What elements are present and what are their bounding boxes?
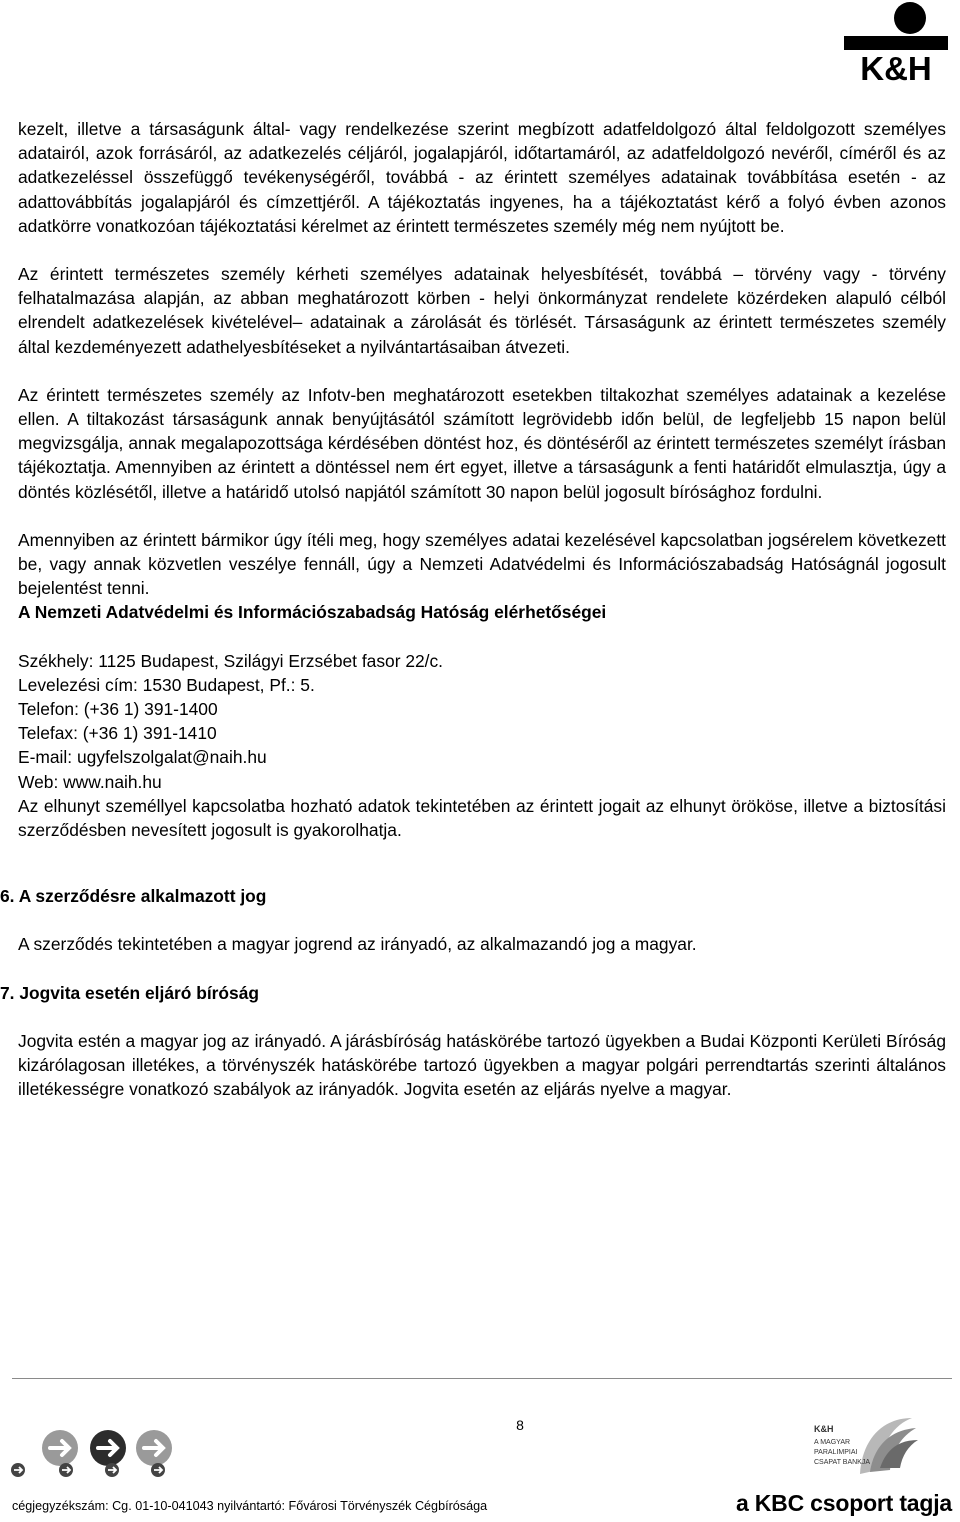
contact-email: E-mail: ugyfelszolgalat@naih.hu — [18, 747, 267, 768]
paragraph-rectification: Az érintett természetes személy kérheti személyes adatainak helyesbítését, továbbá – törvény vagy - törvény felhatalmazása alapján, az abban meghatározott körben - helyi önkormányzat rendelete közérdeken alapuló célból elrendelt adatkezelések kivételével– adatainak a zárolását és törlését. Társaságunk az érintett természetes személy által kezdeményezett adathelyesbítéseket a nyilvántartásaiban átvezeti. — [18, 264, 946, 357]
svg-text:A MAGYAR: A MAGYAR — [814, 1439, 851, 1446]
document-body — [0, 117, 946, 1102]
arrow-circles-icon — [8, 1428, 188, 1480]
contact-address: Székhely: 1125 Budapest, Szilágyi Erzsébet fasor 22/c. — [18, 650, 444, 671]
paragraph-info-rights: kezelt, illetve a társaságunk által- vagy rendelkezése szerint megbízott adatfeldolgozó által feldolgozott személyes adatairól, azok forrásáról, az adatkezelés céljáról, jogalapjáról, időtartamáról, az adatfeldolgozó nevéről, címéről és az adatkezeléssel összefüggő tevékenységéről, továbbá - az érintett személyes adatainak továbbítása esetén - az adattovábbítás jogalapjáról és címzettjéről. A tájékoztatás ingyenes, ha a tájékoztatást kérő a folyó évben azonos adatkörre vonatkozóan tájékoztatási kérelmet az érintett természetes személy még nem nyújtott be. — [18, 119, 946, 236]
contact-phone: Telefon: (+36 1) 391-1400 — [18, 699, 218, 720]
section-7-title: 7. Jogvita esetén eljáró bíróság — [0, 982, 260, 1003]
svg-text:CSAPAT BANKJA: CSAPAT BANKJA — [814, 1459, 871, 1466]
paralympic-logo — [812, 1410, 920, 1486]
svg-text:PARALIMPIAI: PARALIMPIAI — [814, 1449, 858, 1456]
paragraph-complaint: Amennyiben az érintett bármikor úgy ítéli meg, hogy személyes adatai kezelésével kapcsolatban jogsérelem következett be, vagy annak közvetlen veszélye fennáll, úgy a Nemzeti Adatvédelmi és Információszabadság Hatóságnál jogosult bejelentést tenni. — [18, 529, 946, 599]
company-registry: cégjegyzékszám: Cg. 01-10-041043 nyilvántartó: Fővárosi Törvényszék Cégbírósága — [12, 1499, 488, 1513]
section-7-text: Jogvita estén a magyar jog az irányadó. A járásbíróság hatáskörébe tartozó ügyekben a Budai Központi Kerületi Bíróság kizárólagosan illetékes, a törvényszék hatáskörébe tartozó ügyekben a magyar polgári perrendtartás szerinti általános illetékességre vonatkozó szabályok az irányadók. Jogvita esetén az eljárás nyelve a magyar. — [18, 1030, 946, 1100]
section-6-text: A szerződés tekintetében a magyar jogrend az irányadó, az alkalmazandó jog a magyar. — [18, 934, 697, 955]
svg-text:K&H: K&H — [814, 1424, 834, 1434]
kbc-tagline: a KBC csoport tagja — [735, 1490, 952, 1516]
contact-fax: Telefax: (+36 1) 391-1410 — [18, 723, 217, 744]
paragraph-objection: Az érintett természetes személy az Infotv-ben meghatározott esetekben tiltakozhat személyes adatainak a kezelése ellen. A tiltakozást társaságunk annak benyújtásától számított legrövidebb időn belül, de legfeljebb 15 napon belül megvizsgálja, annak megalapozottsága kérdésében döntést hoz, és döntéséről az érintett természetes személyt írásban tájékoztatja. Amennyiben az érintett a döntéssel nem ért egyet, illetve a társaságunk a fenti határidőt elmulasztja, úgy a döntés közlésétől, illetve a határidő utolsó napjától számított 30 napon belül jogosult bírósághoz fordulni. — [18, 384, 946, 502]
kh-logo — [840, 0, 952, 84]
contact-mailing: Levelezési cím: 1530 Budapest, Pf.: 5. — [18, 674, 315, 695]
paragraph-deceased: Az elhunyt személlyel kapcsolatba hozható adatok tekintetében az érintett jogait az elhunyt örököse, illetve a biztosítási szerződésben nevesített jogosult is gyakorolhatja. — [18, 795, 946, 841]
page-number: 8 — [516, 1417, 524, 1433]
naih-contact-block — [18, 649, 946, 794]
section-6-title: 6. A szerződésre alkalmazott jog — [0, 886, 267, 907]
footer-divider — [12, 1378, 952, 1379]
naih-heading: A Nemzeti Adatvédelmi és Információszabadság Hatóság elérhetőségei — [18, 602, 607, 623]
logo-text: K&H — [860, 50, 932, 84]
contact-web: Web: www.naih.hu — [18, 771, 162, 792]
